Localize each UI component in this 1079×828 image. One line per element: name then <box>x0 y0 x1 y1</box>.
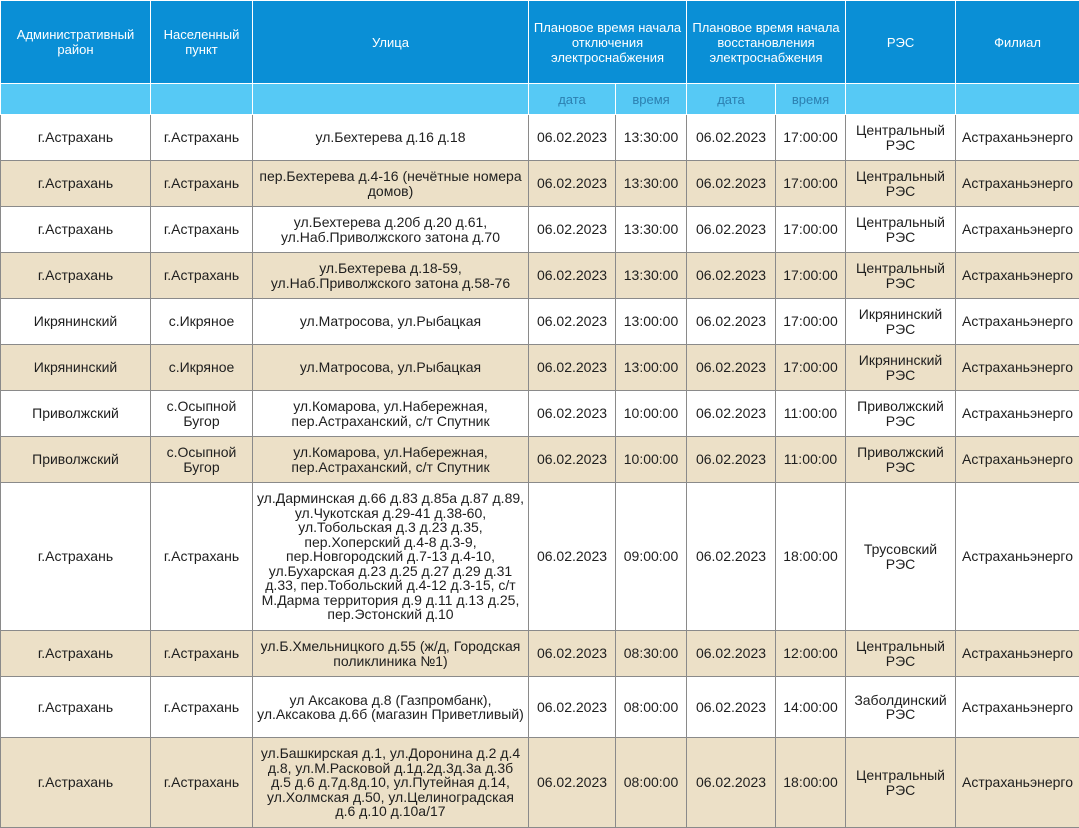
cell-res: Приволжский РЭС <box>846 437 956 483</box>
cell-off-time: 08:00:00 <box>616 677 687 738</box>
cell-off-date: 06.02.2023 <box>529 161 616 207</box>
cell-on-date: 06.02.2023 <box>687 115 776 161</box>
cell-street: ул.Дарминская д.66 д.83 д.85а д.87 д.89, ул.Чукотская д.29-41 д.38-60, ул.Тобольская д.3 д.23 д.35, пер.Хоперский д.4-8 д.3-9, пер.Новгородский д.7-13 д.4-10, ул.Бухарская д.23 д.25 д.27 д.29 д.31 д.33, пер.Тобольский д.4-12 д.3-15, с/т М.Дарма территория д.9 д.11 д.13 д.25, пер.Эстонский д.10 <box>253 483 529 631</box>
cell-on-date: 06.02.2023 <box>687 391 776 437</box>
header-street: Улица <box>253 1 529 84</box>
cell-settlement: г.Астрахань <box>151 253 253 299</box>
cell-settlement: с.Икряное <box>151 345 253 391</box>
table-row <box>1 161 1079 207</box>
table-row <box>1 345 1079 391</box>
cell-street: ул.Комарова, ул.Набережная, пер.Астраханский, с/т Спутник <box>253 391 529 437</box>
cell-district: г.Астрахань <box>1 483 151 631</box>
cell-off-time: 13:30:00 <box>616 115 687 161</box>
cell-off-date: 06.02.2023 <box>529 207 616 253</box>
table-row <box>1 253 1079 299</box>
header-branch: Филиал <box>956 1 1079 84</box>
cell-settlement: г.Астрахань <box>151 677 253 738</box>
cell-street: ул.Башкирская д.1, ул.Доронина д.2 д.4 д.8, ул.М.Расковой д.1д.2д.3д.3а д.3б д.5 д.6 д.7д.8д.10, ул.Путейная д.14, ул.Холмская д.50, ул.Целиноградская д.6 д.10 д.10а/17 <box>253 738 529 828</box>
cell-branch: Астраханьэнерго <box>956 677 1079 738</box>
cell-on-date: 06.02.2023 <box>687 345 776 391</box>
subheader-on-time: время <box>776 84 846 115</box>
cell-settlement: г.Астрахань <box>151 483 253 631</box>
cell-settlement: с.Осыпной Бугор <box>151 391 253 437</box>
cell-off-time: 10:00:00 <box>616 437 687 483</box>
cell-branch: Астраханьэнерго <box>956 391 1079 437</box>
table-row <box>1 631 1079 677</box>
subheader-empty <box>956 84 1079 115</box>
subheader-empty <box>253 84 529 115</box>
cell-off-date: 06.02.2023 <box>529 677 616 738</box>
cell-off-date: 06.02.2023 <box>529 115 616 161</box>
cell-on-date: 06.02.2023 <box>687 299 776 345</box>
cell-off-date: 06.02.2023 <box>529 738 616 828</box>
subheader-empty <box>151 84 253 115</box>
cell-settlement: с.Осыпной Бугор <box>151 437 253 483</box>
cell-off-time: 13:30:00 <box>616 161 687 207</box>
table-row <box>1 738 1079 828</box>
cell-off-time: 13:00:00 <box>616 345 687 391</box>
cell-branch: Астраханьэнерго <box>956 161 1079 207</box>
cell-res: Центральный РЭС <box>846 253 956 299</box>
table-row <box>1 677 1079 738</box>
cell-on-date: 06.02.2023 <box>687 207 776 253</box>
cell-off-date: 06.02.2023 <box>529 483 616 631</box>
cell-street: пер.Бехтерева д.4-16 (нечётные номера домов) <box>253 161 529 207</box>
cell-branch: Астраханьэнерго <box>956 253 1079 299</box>
cell-on-time: 17:00:00 <box>776 161 846 207</box>
cell-on-time: 11:00:00 <box>776 437 846 483</box>
table-row <box>1 115 1079 161</box>
cell-res: Икрянинский РЭС <box>846 299 956 345</box>
cell-district: г.Астрахань <box>1 631 151 677</box>
cell-district: г.Астрахань <box>1 738 151 828</box>
cell-off-time: 08:00:00 <box>616 738 687 828</box>
cell-res: Трусовский РЭС <box>846 483 956 631</box>
cell-district: г.Астрахань <box>1 207 151 253</box>
cell-settlement: г.Астрахань <box>151 738 253 828</box>
cell-on-time: 18:00:00 <box>776 483 846 631</box>
cell-off-date: 06.02.2023 <box>529 437 616 483</box>
cell-district: Икрянинский <box>1 345 151 391</box>
cell-district: г.Астрахань <box>1 115 151 161</box>
cell-branch: Астраханьэнерго <box>956 738 1079 828</box>
cell-on-date: 06.02.2023 <box>687 253 776 299</box>
cell-off-date: 06.02.2023 <box>529 391 616 437</box>
cell-district: Икрянинский <box>1 299 151 345</box>
cell-street: ул.Матросова, ул.Рыбацкая <box>253 345 529 391</box>
cell-branch: Астраханьэнерго <box>956 115 1079 161</box>
cell-off-date: 06.02.2023 <box>529 631 616 677</box>
cell-on-time: 12:00:00 <box>776 631 846 677</box>
header-off-time: Плановое время начала отключения электроснабжения <box>529 1 687 84</box>
cell-on-date: 06.02.2023 <box>687 161 776 207</box>
subheader-on-date: дата <box>687 84 776 115</box>
subheader-off-time: время <box>616 84 687 115</box>
cell-district: Приволжский <box>1 391 151 437</box>
cell-res: Заболдинский РЭС <box>846 677 956 738</box>
cell-on-date: 06.02.2023 <box>687 738 776 828</box>
cell-res: Икрянинский РЭС <box>846 345 956 391</box>
cell-district: г.Астрахань <box>1 253 151 299</box>
cell-on-date: 06.02.2023 <box>687 437 776 483</box>
cell-res: Приволжский РЭС <box>846 391 956 437</box>
cell-street: ул.Бехтерева д.18-59, ул.Наб.Приволжского затона д.58-76 <box>253 253 529 299</box>
cell-off-date: 06.02.2023 <box>529 253 616 299</box>
cell-on-time: 17:00:00 <box>776 345 846 391</box>
cell-district: г.Астрахань <box>1 677 151 738</box>
cell-district: Приволжский <box>1 437 151 483</box>
cell-settlement: г.Астрахань <box>151 631 253 677</box>
cell-branch: Астраханьэнерго <box>956 631 1079 677</box>
cell-off-time: 13:30:00 <box>616 253 687 299</box>
cell-off-time: 10:00:00 <box>616 391 687 437</box>
table-row <box>1 437 1079 483</box>
cell-off-time: 09:00:00 <box>616 483 687 631</box>
cell-off-time: 08:30:00 <box>616 631 687 677</box>
cell-on-time: 17:00:00 <box>776 299 846 345</box>
subheader-empty <box>846 84 956 115</box>
cell-off-date: 06.02.2023 <box>529 299 616 345</box>
table-body <box>1 115 1079 828</box>
subheader-off-date: дата <box>529 84 616 115</box>
cell-off-date: 06.02.2023 <box>529 345 616 391</box>
table-row <box>1 299 1079 345</box>
cell-res: Центральный РЭС <box>846 161 956 207</box>
cell-street: ул.Комарова, ул.Набережная, пер.Астраханский, с/т Спутник <box>253 437 529 483</box>
cell-street: ул.Б.Хмельницкого д.55 (ж/д, Городская поликлиника №1) <box>253 631 529 677</box>
cell-street: ул.Матросова, ул.Рыбацкая <box>253 299 529 345</box>
cell-settlement: с.Икряное <box>151 299 253 345</box>
cell-on-date: 06.02.2023 <box>687 631 776 677</box>
header-on-time: Плановое время начала восстановления электроснабжения <box>687 1 846 84</box>
header-district: Административный район <box>1 1 151 84</box>
cell-on-time: 18:00:00 <box>776 738 846 828</box>
cell-off-time: 13:00:00 <box>616 299 687 345</box>
cell-on-date: 06.02.2023 <box>687 677 776 738</box>
cell-res: Центральный РЭС <box>846 115 956 161</box>
table-row <box>1 391 1079 437</box>
header-res: РЭС <box>846 1 956 84</box>
subheader-empty <box>1 84 151 115</box>
cell-off-time: 13:30:00 <box>616 207 687 253</box>
cell-street: ул.Бехтерева д.20б д.20 д.61, ул.Наб.Приволжского затона д.70 <box>253 207 529 253</box>
cell-res: Центральный РЭС <box>846 207 956 253</box>
cell-settlement: г.Астрахань <box>151 161 253 207</box>
cell-branch: Астраханьэнерго <box>956 299 1079 345</box>
cell-street: ул.Бехтерева д.16 д.18 <box>253 115 529 161</box>
cell-on-time: 14:00:00 <box>776 677 846 738</box>
cell-branch: Астраханьэнерго <box>956 207 1079 253</box>
cell-branch: Астраханьэнерго <box>956 345 1079 391</box>
cell-on-time: 11:00:00 <box>776 391 846 437</box>
cell-district: г.Астрахань <box>1 161 151 207</box>
cell-on-time: 17:00:00 <box>776 253 846 299</box>
cell-branch: Астраханьэнерго <box>956 483 1079 631</box>
cell-res: Центральный РЭС <box>846 738 956 828</box>
header-settlement: Населенный пункт <box>151 1 253 84</box>
table-row <box>1 207 1079 253</box>
cell-on-date: 06.02.2023 <box>687 483 776 631</box>
cell-branch: Астраханьэнерго <box>956 437 1079 483</box>
table-row <box>1 483 1079 631</box>
cell-res: Центральный РЭС <box>846 631 956 677</box>
cell-settlement: г.Астрахань <box>151 115 253 161</box>
cell-street: ул Аксакова д.8 (Газпромбанк), ул.Аксакова д.6б (магазин Приветливый) <box>253 677 529 738</box>
cell-on-time: 17:00:00 <box>776 115 846 161</box>
cell-on-time: 17:00:00 <box>776 207 846 253</box>
cell-settlement: г.Астрахань <box>151 207 253 253</box>
